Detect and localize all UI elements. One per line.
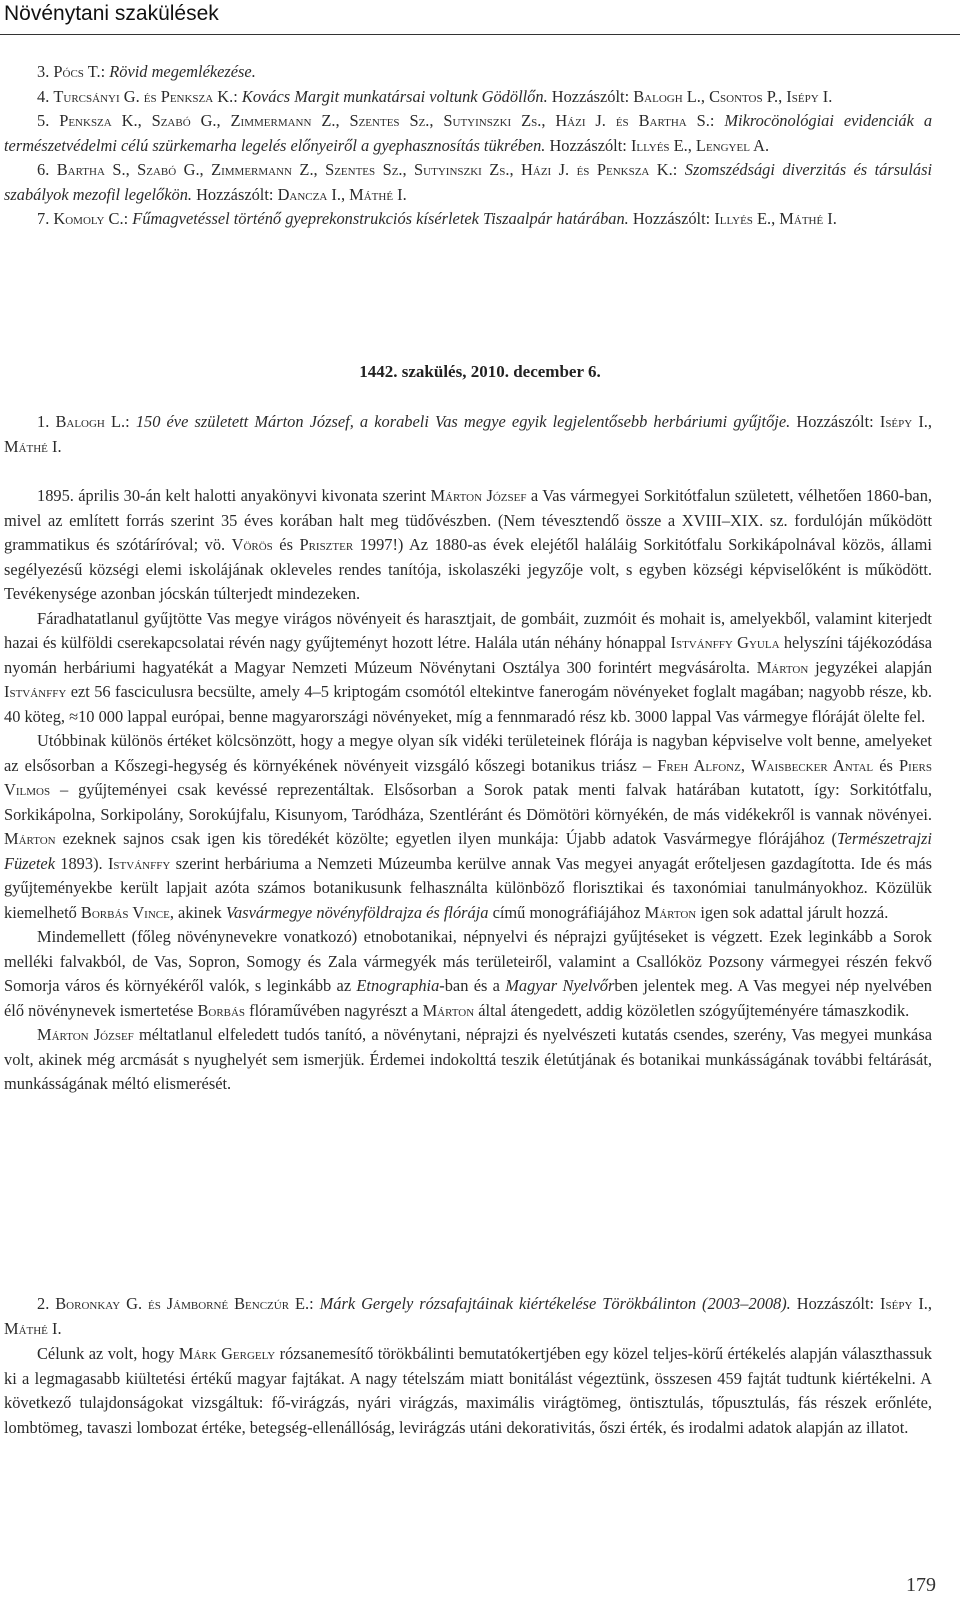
person-name: Márton (4, 829, 56, 848)
text-run: szerint herbáriuma a Nemzeti Múzeumba kerülve annak Vas megyei anyagát erőteljesen gazdagította. Ide és más gyűjteményekbe került lapjait azóta számos botanikusunk felhasználta különböző florisztikai és taxonómiai tanulmányokhoz. Közülük kiemelhető (4, 853, 932, 922)
talk-title: Márk Gergely rózsafajtáinak kiértékelése Törökbálinton (2003–2008). (319, 1294, 791, 1313)
person-name: Márton (756, 657, 809, 677)
running-header-title: Növénytani szakülések (4, 2, 219, 25)
talk-number: 3. (37, 62, 54, 81)
person-name: Vörös (231, 535, 273, 554)
person-name: Márton József (430, 486, 527, 505)
paragraph (4, 729, 932, 925)
talk-commenters: Isépy I., Máthé I. (4, 1294, 933, 1338)
talk-number: 2. (37, 1294, 56, 1313)
running-header (0, 0, 960, 34)
talk-number: 6. (37, 160, 57, 179)
talk-authors: Bartha S., Szabó G., Zimmermann Z., Szentes Sz., Sutyinszki Zs., Házi J. és Penksza K. (56, 160, 673, 179)
publication-title: Vasvármegye növényföldrajza és flórája (225, 902, 489, 922)
talk-separator: : (709, 111, 725, 130)
text-run: helyszíni tájékozódása nyomán herbáriumi hagyatékát a Magyar Nemzeti Múzeum Növénytani Osztálya 300 forintért megvásárolta. (4, 633, 932, 677)
talk-authors: Pócs T. (53, 62, 101, 81)
text-run: – gyűjteményei csak kevéssé reprezentáltak. Elsősorban a Sorok patak menti falvak határában kutatott, így: Sorkitótfalu, Sorkikápolna, Sorkipolány, Sorokújfalu, Kisunyom, Taródháza, Szentléránt és Dömötöri környékén, de más vidékekről is vannak növényei. (4, 780, 932, 824)
text-run: című monográfiájához (488, 902, 645, 922)
talk-authors: Balogh L. (55, 412, 126, 431)
talk-commenters: Illyés E., Lengyel A. (630, 135, 770, 155)
talk-number: 7. (37, 209, 54, 228)
text-run: Utóbbinak különös értéket kölcsönzött, hogy a megye olyan sík vidéki területeinek flórája is nagyban képviselve volt benne, amelyeket az elsősorban a Kőszegi-hegység és környékének növényeit vizsgáló kőszegi botanikus triász – (4, 731, 932, 775)
person-name: Istvánffy (107, 853, 171, 873)
talk-number: 1. (37, 412, 56, 431)
text-run: Mindemellett (főleg növénynevekre vonatkozó) etnobotanikai, népnyelvi és néprajzi gyűjtéseket is végzett. Ezek leginkább a Sorok melléki falvakból, de Vas, Sopron, Somogy és Zala vármegyék más területeiről, valamint a Csallóköz Pozsony vármegyei részén fekvő Somorja város és környékéről valók, s leginkább az (4, 927, 932, 995)
person-name: Borbás Vince (80, 902, 170, 922)
paragraph (4, 1342, 932, 1440)
person-name: Márk Gergely (178, 1344, 276, 1363)
person-name: Márton (422, 1000, 475, 1020)
talk-commenters-label: Hozzászólt: (547, 86, 634, 106)
talk-entry (4, 410, 932, 459)
talk-title: Mikrocönológiai evidenciák a természetvédelmi célú szürkemarha legelés előnyeiről a gyephasznosítás tükrében. (4, 111, 933, 155)
person-name: Priszter (299, 535, 354, 554)
publication-title: Etnographia (356, 976, 440, 995)
talk-separator: : (672, 160, 685, 179)
text-run: -ban és a (439, 976, 506, 995)
talk-separator: : (233, 86, 242, 106)
talk-commenters: Dancza I., Máthé I. (277, 184, 407, 204)
talk-number: 4. (37, 86, 54, 106)
person-name: Márton (644, 902, 697, 922)
talk-title: Fűmagvetéssel történő gyeprekonstrukciós kísérletek Tiszaalpár határában. (132, 209, 629, 228)
text-run: , akinek (169, 902, 226, 922)
publication-title: Természetrajzi Füzetek (4, 829, 932, 873)
text-run: 1895. április 30-án kelt halotti anyakönyvi kivonata szerint (37, 486, 431, 505)
text-run: , (740, 755, 752, 775)
text-run: a Vas vármegyei Sorkitótfalun született, vélhetően 1860-ban, mivel az említett forrás szerint 35 éves korában halt meg tüdővészben. (Nem tévesztendő össze a XVIII–XIX. sz. fordulóján működött grammatikus és szótáríróval; vö. (4, 486, 932, 554)
talk-commenters-label: Hozzászólt: (628, 209, 715, 228)
text-run: és (272, 535, 300, 554)
text-run: Fáradhatatlanul gyűjtötte Vas megye virágos növényeit és harasztjait, de gombáit, zuzmóit és mohait is, amelyekből, valamint kiterjedt hazai és külföldi cserekapcsolatai révén nagy gyűjteményt hozott létre. Halála után néhány hónappal (4, 608, 932, 652)
talk-number: 5. (37, 111, 60, 130)
talk-title: Szomszédsági diverzitás és társulási szabályok mezofil legelőkön. (4, 160, 933, 204)
talk-commenters: Isépy I., Máthé I. (4, 412, 933, 456)
talk-entry (4, 109, 932, 158)
text-run: ezeknek sajnos csak igen kis töredékét közölte; egyetlen ilyen munkája: Újabb adatok Vasvármegye flórájához ( (55, 829, 837, 848)
talk-title: Rövid megemlékezése. (109, 62, 256, 81)
text-run: 1893). (54, 853, 108, 873)
abstract-body (4, 1342, 932, 1440)
talk-entry (4, 60, 932, 85)
session-heading: 1442. szakülés, 2010. december 6. (359, 362, 601, 381)
talk-commenters-label: Hozzászólt: (790, 412, 880, 431)
talk-entry (4, 207, 932, 232)
paragraph (4, 925, 932, 1023)
talk-commenters-label: Hozzászólt: (790, 1294, 881, 1313)
paragraph (4, 1023, 932, 1097)
text-run: 1997!) Az 1880-as évek elejétől haláláig Sorkitótfalu Sorkikápolnával közös, állami segélyezésű községi elemi iskolájának okleveles rendes tanítója, iskolaszéki jegyzője volt, s egyben községi képviselőként is működött. Tevékenysége azonban jócskán túlterjedt mindezeken. (4, 535, 932, 603)
talk-authors: Boronkay G. és Jámborné Benczúr E. (55, 1294, 310, 1313)
talk-commenters-label: Hozzászólt: (192, 184, 278, 204)
talk-separator: : (123, 209, 133, 228)
publication-title: Magyar Nyelvőr (505, 976, 615, 995)
person-name: Borbás (197, 1000, 246, 1020)
talk-authors: Penksza K., Szabó G., Zimmermann Z., Szentes Sz., Sutyinszki Zs., Házi J. és Bartha S. (59, 111, 710, 130)
paragraph (4, 607, 932, 730)
talk-authors: Komoly C. (53, 209, 124, 228)
text-run: rózsanemesítő törökbálinti bemutatókertjében egy közel teljes-körű értékelés alapján választhassuk ki a legmagasabb kiültetési értékű magyar fajtákat. A nagy tételszám miatt bonitálást végeztünk, összesen 459 fajtát tudtunk kiértékelni. A következő tulajdonságokat vizsgáltuk: fő-virágzás, nyári virágzás, maximális virágtömeg, öntisztulás, tőpusztulás, fás részek erőnléte, lombtömeg, tavaszi lombozat értéke, betegség-ellenállóság, levirágzás utáni dekorativitás, őszi érték, és irodalmi adatok alapján az illatot. (4, 1344, 932, 1437)
text-run: ben jelentek meg. A Vas megyei nép nyelvében élő növénynevek ismertetése (4, 976, 932, 1020)
text-run: jegyzékei alapján (808, 657, 933, 677)
person-name: Istvánffy (4, 682, 67, 701)
talk-authors: Turcsányi G. és Penksza K. (53, 86, 234, 106)
text-run: által átengedett, addig közöletlen szógyűjteményére támaszkodik. (474, 1000, 910, 1020)
person-name: Márton József (37, 1025, 134, 1044)
header-divider (0, 34, 960, 35)
text-run: ezt 56 fasciculusra becsülte, amely 4–5 kriptogám csomótól eltekintve fanerogám növényeket foglalt magában; nagyobb része, kb. 40 köteg, ≈10 000 lappal európai, benne magyarországi növényeket, míg a fennmaradó rész kb. 3000 lappal Vas vármegye flóráját ölelte fel. (4, 682, 932, 726)
talk-separator: : (125, 412, 136, 431)
person-name: Freh Alfonz (657, 755, 741, 775)
talk-list (4, 60, 932, 232)
text-run: igen sok adattal járult hozzá. (696, 902, 889, 922)
abstract-body (4, 484, 932, 1097)
talk-title: Kovács Margit munkatársai voltunk Gödöllőn. (241, 86, 548, 106)
talk-commenters: Illyés E., Máthé I. (714, 209, 837, 228)
talk-commenters-label: Hozzászólt: (545, 135, 631, 155)
talk-separator: : (100, 62, 110, 81)
text-run: Célunk az volt, hogy (37, 1344, 179, 1363)
text-run: flóraművében nagyrészt a (245, 1000, 423, 1020)
talk-title: 150 éve született Márton József, a korabeli Vas megye egyik legjelentősebb herbáriumi gyűjtője. (135, 412, 791, 431)
page-number: 179 (906, 1574, 936, 1596)
talk-entry (4, 1292, 932, 1341)
talk-entry (4, 158, 932, 207)
text-run: és (873, 755, 900, 775)
talk-separator: : (309, 1294, 320, 1313)
text-run: méltatlanul elfeledett tudós tanító, a növénytani, néprajzi és nyelvészeti kutatás csendes, szerény, Vas megyei munkása volt, akinek még arcmását s nyughelyét sem ismerjük. Érdemei indokolttá teszik életútjának és botanikai munkásságának további feltárását, munkásságának méltó elismerését. (4, 1025, 932, 1093)
person-name: Istvánffy Gyula (670, 633, 780, 652)
person-name: Piers Vilmos (4, 755, 932, 799)
talk-entry (4, 85, 932, 110)
person-name: Waisbecker Antal (751, 755, 874, 775)
talk-commenters: Balogh L., Csontos P., Isépy I. (633, 86, 833, 106)
paragraph (4, 484, 932, 607)
